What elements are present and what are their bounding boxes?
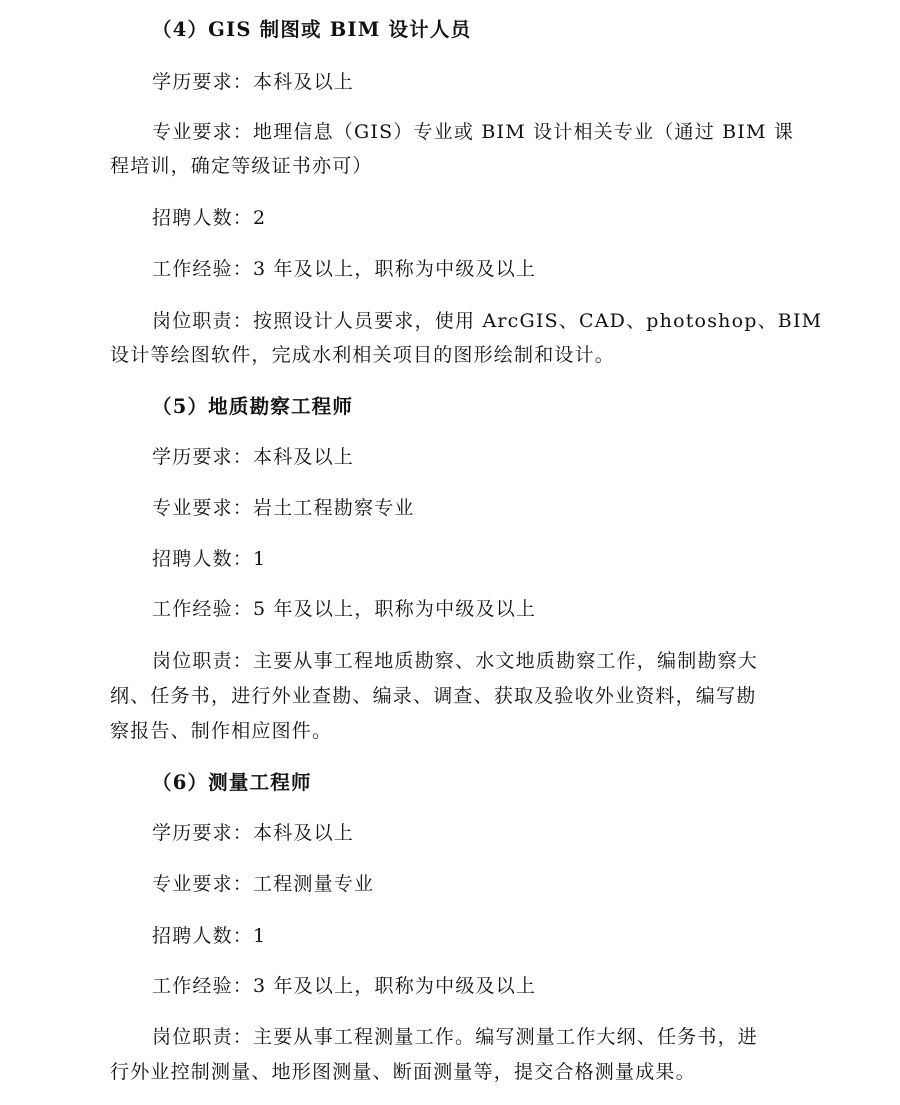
section-4-duty-line1: 岗位职责：按照设计人员要求，使用 ArcGIS、CAD、photoshop、BIM [152, 310, 823, 332]
section-6-experience: 工作经验：3 年及以上，职称为中级及以上 [152, 975, 537, 997]
section-5-headcount: 招聘人数：1 [152, 548, 267, 570]
section-6-education: 学历要求：本科及以上 [152, 822, 355, 844]
section-5-heading: （5）地质勘察工程师 [152, 395, 354, 418]
section-5-major-line1: 专业要求：岩土工程勘察专业 [152, 497, 415, 519]
section-6-duty-line1: 岗位职责：主要从事工程测量工作。编写测量工作大纲、任务书，进 [152, 1026, 759, 1048]
section-6-duty-line2: 行外业控制测量、地形图测量、断面测量等，提交合格测量成果。 [110, 1061, 696, 1083]
section-5-education: 学历要求：本科及以上 [152, 446, 355, 468]
section-4-duty-line2: 设计等绘图软件，完成水利相关项目的图形绘制和设计。 [110, 344, 616, 366]
section-4-major-line1: 专业要求：地理信息（GIS）专业或 BIM 设计相关专业（通过 BIM 课 [152, 121, 795, 143]
section-4-headcount: 招聘人数：2 [152, 207, 267, 229]
section-5-duty-line3: 察报告、制作相应图件。 [110, 720, 333, 742]
section-4-experience: 工作经验：3 年及以上，职称为中级及以上 [152, 258, 537, 280]
section-6-major-line1: 专业要求：工程测量专业 [152, 873, 375, 895]
section-6-heading: （6）测量工程师 [152, 771, 312, 794]
section-5-experience: 工作经验：5 年及以上，职称为中级及以上 [152, 598, 537, 620]
section-5-duty-line1: 岗位职责：主要从事工程地质勘察、水文地质勘察工作，编制勘察大 [152, 650, 759, 672]
section-4-major-line2: 程培训，确定等级证书亦可） [110, 155, 373, 177]
section-6-headcount: 招聘人数：1 [152, 925, 267, 947]
section-4-heading: （4）GIS 制图或 BIM 设计人员 [152, 18, 472, 41]
section-4-education: 学历要求：本科及以上 [152, 71, 355, 93]
section-5-duty-line2: 纲、任务书，进行外业查勘、编录、调查、获取及验收外业资料，编写勘 [110, 685, 757, 707]
